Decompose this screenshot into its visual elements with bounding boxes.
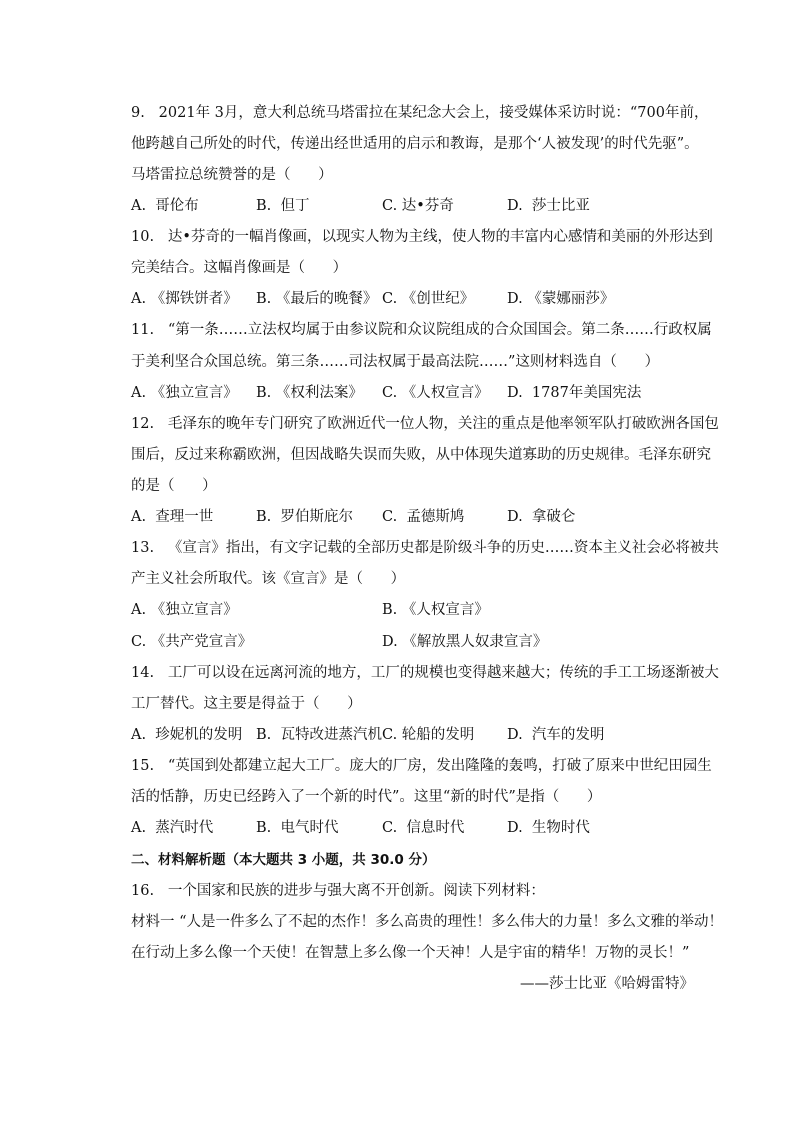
q16-material-line-1: 材料一 “人是一件多么了不起的杰作！多么高贵的理性！多么伟大的力量！多么文雅的举动！ [131, 914, 724, 930]
q15-option-b: B. 电气时代 [256, 820, 339, 836]
q13-line-2: 产主义社会所取代。该《宣言》是（ ） [131, 571, 406, 587]
q15-option-d: D. 生物时代 [507, 820, 590, 836]
q15-line-1: 15. “英国到处都建立起大工厂。庞大的厂房，发出隆隆的轰鸣，打破了原来中世纪田园生 [131, 758, 712, 774]
q10-option-a: A. 《掷铁饼者》 [131, 291, 238, 307]
q15-option-a: A. 蒸汽时代 [131, 820, 214, 836]
q12-option-b: B. 罗伯斯庇尔 [256, 509, 353, 525]
q16-line-1: 16. 一个国家和民族的进步与强大离不开创新。阅读下列材料： [131, 883, 545, 899]
q9-line-3: 马塔雷拉总统赞誉的是（ ） [131, 167, 333, 183]
q10-option-d: D. 《蒙娜丽莎》 [507, 291, 615, 307]
q9-option-b: B. 但丁 [256, 198, 310, 214]
q14-option-c: C. 轮船的发明 [382, 727, 475, 743]
q12-option-a: A. 查理一世 [131, 509, 214, 525]
q12-option-d: D. 拿破仑 [507, 509, 576, 525]
q12-option-c: C. 孟德斯鸠 [382, 509, 465, 525]
q9-line-1: 9. 2021年 3月，意大利总统马塔雷拉在某纪念大会上，接受媒体采访时说：“700年前， [131, 105, 709, 121]
q9-option-d: D. 莎士比亚 [507, 198, 590, 214]
q10-line-1: 10. 达•芬奇的一幅肖像画，以现实人物为主线，使人物的丰富内心感情和美丽的外形达到 [131, 229, 713, 245]
q13-option-c: C. 《共产党宣言》 [131, 634, 253, 650]
q16-material-line-2: 在行动上多么像一个天使！在智慧上多么像一个天神！人是宇宙的精华！万物的灵长！” [131, 945, 690, 961]
q10-option-b: B. 《最后的晚餐》 [256, 291, 378, 307]
q11-line-1: 11. “第一条……立法权均属于由参议院和众议院组成的合众国国会。第二条……行政权属 [131, 322, 712, 338]
q12-line-2: 围后，反过来称霸欧洲，但因战略失误而失败，从中体现失道寡助的历史规律。毛泽东研究 [131, 447, 711, 463]
q14-line-2: 工厂替代。这主要是得益于（ ） [131, 696, 362, 712]
q14-option-b: B. 瓦特改进蒸汽机 [256, 727, 382, 743]
q13-option-a: A. 《独立宣言》 [131, 602, 238, 618]
q14-option-a: A. 珍妮机的发明 [131, 727, 243, 743]
section-heading: 二、材料解析题（本大题共 3 小题，共 30.0 分） [131, 852, 436, 868]
q9-line-2: 他跨越自己所处的时代，传递出经世适用的启示和教诲，是那个‘人被发现’的时代先驱”。 [131, 136, 699, 152]
q10-line-2: 完美结合。这幅肖像画是（ ） [131, 260, 348, 276]
q15-option-c: C. 信息时代 [382, 820, 465, 836]
q9-option-c: C. 达•芬奇 [382, 198, 454, 214]
q15-line-2: 活的恬静，历史已经跨入了一个新的时代”。这里“新的时代”是指（ ） [131, 789, 602, 805]
q16-source: ——莎士比亚《哈姆雷特》 [520, 976, 694, 992]
q14-option-d: D. 汽车的发明 [507, 727, 605, 743]
q13-option-b: B. 《人权宣言》 [382, 602, 489, 618]
q11-option-a: A. 《独立宣言》 [131, 385, 238, 401]
q11-option-b: B. 《权利法案》 [256, 385, 363, 401]
q13-option-d: D. 《解放黑人奴隶宣言》 [382, 634, 548, 650]
q10-option-c: C. 《创世纪》 [382, 291, 475, 307]
q11-option-c: C. 《人权宣言》 [382, 385, 489, 401]
q11-option-d: D. 1787年美国宪法 [507, 385, 642, 401]
q13-line-1: 13. 《宣言》指出，有文字记载的全部历史都是阶级斗争的历史……资本主义社会必将被共 [131, 540, 719, 556]
q12-line-3: 的是（ ） [131, 478, 217, 494]
q12-line-1: 12. 毛泽东的晚年专门研究了欧洲近代一位人物，关注的重点是他率领军队打破欧洲各国包 [131, 416, 719, 432]
q14-line-1: 14. 工厂可以设在远离河流的地方，工厂的规模也变得越来越大；传统的手工工场逐渐被大 [131, 665, 719, 681]
q11-line-2: 于美利坚合众国总统。第三条……司法权属于最高法院……”这则材料选自（ ） [131, 354, 660, 370]
q9-option-a: A. 哥伦布 [131, 198, 199, 214]
